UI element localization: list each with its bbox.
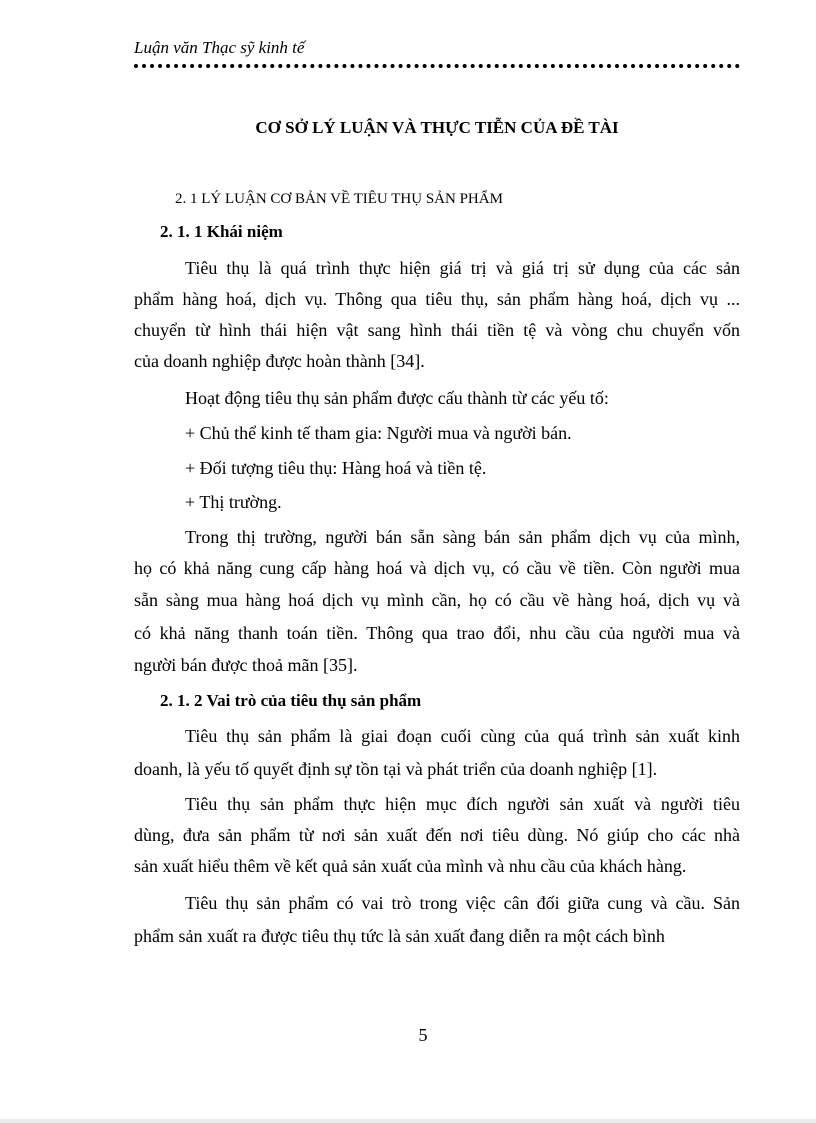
paragraph-line: có khả năng thanh toán tiền. Thông qua trao đổi, nhu cầu của người mua và — [134, 623, 740, 643]
paragraph-line: chuyển từ hình thái hiện vật sang hình thái tiền tệ và vòng chu chuyển vốn — [134, 320, 740, 340]
subsection-heading-concept: 2. 1. 1 Khái niệm — [160, 222, 283, 241]
paragraph-line: dùng, đưa sản phẩm từ nơi sản xuất đến nơi tiêu dùng. Nó giúp cho các nhà — [134, 825, 740, 845]
paragraph-line: họ có khả năng cung cấp hàng hoá và dịch vụ, có cầu về tiền. Còn người mua — [134, 558, 740, 578]
paragraph-line: của doanh nghiệp được hoàn thành [34]. — [134, 351, 425, 371]
paragraph-line: phẩm sản xuất ra được tiêu thụ tức là sản xuất đang diễn ra một cách bình — [134, 926, 665, 946]
paragraph-line: Tiêu thụ sản phẩm thực hiện mục đích người sản xuất và người tiêu — [185, 794, 740, 814]
section-heading: 2. 1 LÝ LUẬN CƠ BẢN VỀ TIÊU THỤ SẢN PHẨM — [175, 191, 503, 207]
list-item: + Chủ thể kinh tế tham gia: Người mua và người bán. — [185, 423, 572, 443]
paragraph-line: người bán được thoả mãn [35]. — [134, 655, 358, 675]
running-header: Luận văn Thạc sỹ kinh tế — [134, 38, 305, 57]
chapter-title: CƠ SỞ LÝ LUẬN VÀ THỰC TIỄN CỦA ĐỀ TÀI — [255, 118, 619, 137]
page-bottom-edge — [0, 1119, 816, 1123]
paragraph-line: doanh, là yếu tố quyết định sự tồn tại và phát triển của doanh nghiệp [1]. — [134, 759, 658, 779]
paragraph-line: Tiêu thụ sản phẩm là giai đoạn cuối cùng của quá trình sản xuất kinh — [185, 726, 740, 746]
paragraph-line: Tiêu thụ sản phẩm có vai trò trong việc cân đối giữa cung và cầu. Sản — [185, 893, 740, 913]
paragraph-line: Hoạt động tiêu thụ sản phẩm được cấu thành từ các yếu tố: — [185, 388, 609, 408]
paragraph-line: phẩm hàng hoá, dịch vụ. Thông qua tiêu thụ, sản phẩm hàng hoá, dịch vụ ... — [134, 289, 740, 309]
paragraph-line: Tiêu thụ là quá trình thực hiện giá trị và giá trị sử dụng của các sản — [185, 258, 740, 278]
page-number: 5 — [418, 1025, 428, 1045]
subsection-heading-role: 2. 1. 2 Vai trò của tiêu thụ sản phẩm — [160, 691, 422, 710]
paragraph-line: sản xuất hiểu thêm về kết quả sản xuất của mình và nhu cầu của khách hàng. — [134, 856, 687, 876]
list-item: + Đối tượng tiêu thụ: Hàng hoá và tiền tệ. — [185, 458, 487, 478]
paragraph-line: sẵn sàng mua hàng hoá dịch vụ mình cần, họ có cầu về hàng hoá, dịch vụ và — [134, 590, 740, 610]
paragraph-line: Trong thị trường, người bán sẵn sàng bán sản phẩm dịch vụ của mình, — [185, 527, 740, 547]
list-item: + Thị trường. — [185, 492, 282, 512]
header-dotted-rule — [134, 64, 740, 68]
